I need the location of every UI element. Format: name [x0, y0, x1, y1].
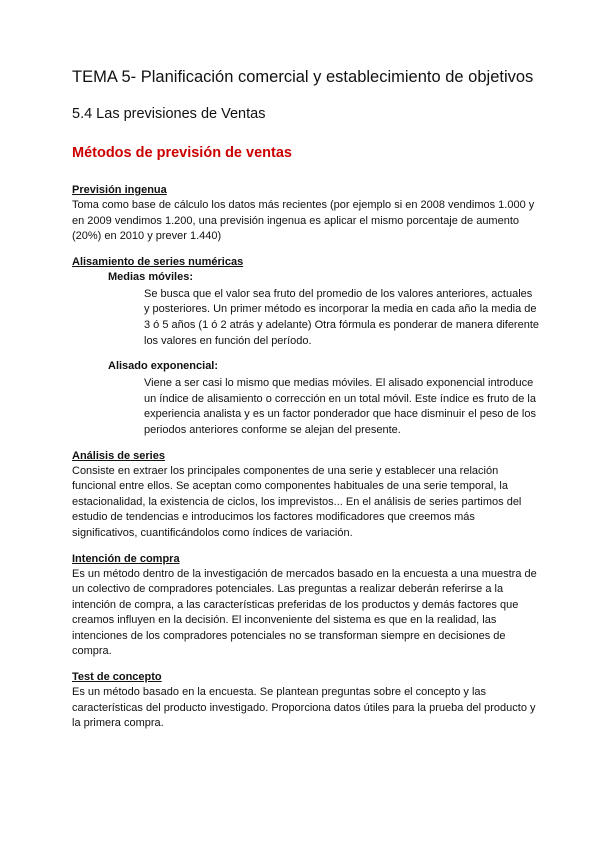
section-text: Toma como base de cálculo los datos más recientes (por ejemplo si en 2008 vendimos 1.000 y en 2009 vendimos 1.200, una previsión ingenua es aplicar el mismo porcentaje de aumento (20%) en 2010 y prever 1.440) — [72, 199, 535, 243]
section-prevision-ingenua — [72, 183, 540, 245]
subsection-alisado-exponencial — [72, 359, 540, 438]
document-title: TEMA 5- Planificación comercial y establecimiento de objetivos — [72, 68, 534, 86]
section-title: Métodos de previsión de ventas — [72, 145, 292, 161]
document-subtitle: 5.4 Las previsiones de Ventas — [72, 106, 266, 122]
section-analisis-series — [72, 449, 540, 542]
section-alisamiento — [72, 255, 540, 439]
subsection-text: Se busca que el valor sea fruto del promedio de los valores anteriores, actuales y posteriores. Un primer método es incorporar la media en cada año la media de 3 ó 5 años (1 ó 2 atrás y adelante) Otra fórmula es ponderar de manera diferente los valores en función del período. — [144, 287, 540, 347]
section-text: Es un método dentro de la investigación de mercados basado en la encuesta a una muestra de un colectivo de compradores potenciales. Las preguntas a realizar deberán referirse a la intención de compra, a las características preferidas de los productos y demás factores que creamos influyen en la decisión. El inconveniente del sistema es que en la realidad, las intenciones de los compradores potenciales no se transforman siempre en decisiones de compra. — [72, 567, 537, 658]
subsection-text: Viene a ser casi lo mismo que medias móviles. El alisado exponencial introduce un índice de alisamiento o corrección en un total móvil. Este índice es fruto de la experiencia analista y es un factor ponderador que hace disminuir el peso de los periodos anteriores conforme se alejan del presente. — [144, 377, 536, 436]
section-heading: Alisamiento de series numéricas — [72, 255, 244, 268]
subsection-medias-moviles — [72, 270, 540, 349]
section-heading: Intención de compra — [72, 552, 180, 565]
section-intencion-compra — [72, 552, 540, 661]
section-heading: Test de concepto — [72, 671, 162, 684]
subsection-heading: Medias móviles: — [108, 270, 193, 283]
section-text: Es un método basado en la encuesta. Se plantean preguntas sobre el concepto y las características del producto investigado. Proporciona datos útiles para la prueba del producto y la primera compra. — [72, 686, 536, 730]
section-text: Consiste en extraer los principales componentes de una serie y establecer una relación funcional entre ellos. Se aceptan como componentes habituales de una serie temporal, la estacionalidad, la existencia de ciclos, los imprevistos... En el análisis de series partimos del estudio de tendencias e introducimos los factores modificadores que creemos más significativos, cuantificándolos como índices de variación. — [72, 464, 522, 539]
subsection-heading: Alisado exponencial: — [108, 360, 219, 373]
section-heading: Previsión ingenua — [72, 184, 167, 196]
section-heading: Análisis de series — [72, 449, 165, 462]
section-test-concepto — [72, 670, 540, 732]
